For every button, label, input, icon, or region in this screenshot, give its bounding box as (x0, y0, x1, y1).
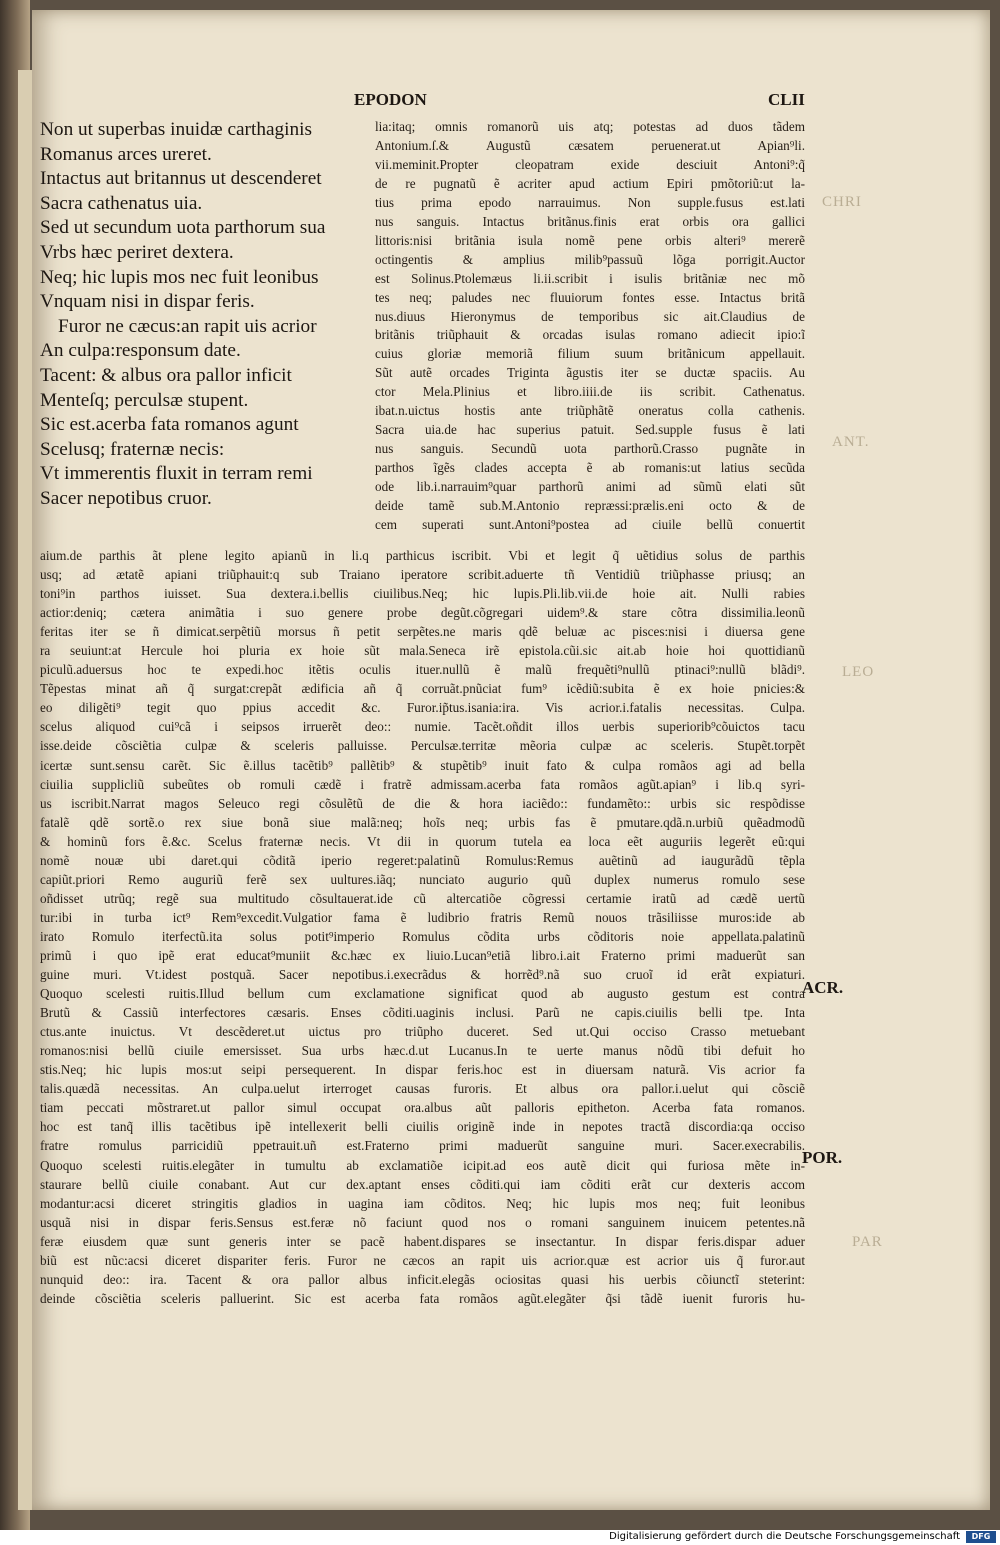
commentary-line: primũ i quo ipẽ erat educat⁹muniit &c.hæc ex liuio.Lucan⁹etiã libro.i.ait Fraterno primi maduerũt san (40, 947, 805, 963)
commentary-line: cuius gloriæ memoriã filium suum britãnicum appellauit. (375, 346, 805, 362)
commentary-line: actior:deniq; cætera animãtia i suo genere probe degũt.cõgregari uidem⁹.& stare cõtra dissimilia.leonũ (40, 605, 805, 621)
commentary-line: talis.quædã necessitas. An culpa.uelut irterroget causas furoris. Et albus ora pallor.i.uelut qui cõsciẽ (40, 1081, 805, 1097)
commentary-line: Antonium.ſ.& Augustũ cæsatem peruenerat.ut Apian⁹li. (375, 137, 805, 153)
verse-line: Sic est.acerba fata romanos agunt (40, 414, 299, 436)
commentary-line: capiũt.priori Remo auguriũ ferẽ sex uultures.iãq; nunciato augurio quũ duplex numerus romulo sese (40, 871, 805, 887)
commentary-line: Sũt autẽ orcades Triginta ãgustis iter se ductæ spaciis. Au (375, 365, 805, 381)
commentary-line: deinde cõsciẽtia sceleris palluerint. Sic est acerba fata romãos agũt.elegãter q̃si tãdẽ iuenit furoris hu- (40, 1290, 805, 1306)
commentary-line: de re pugnatũ ẽ acriter apud actium Epiri pmõtoriũ:ut la- (375, 175, 805, 191)
commentary-line: nus.diuus Hieronymus de temporibus sic ait.Claudius de (375, 308, 805, 324)
commentary-line: usq; ad ætatẽ apiani triũphauit:q sub Traiano iperatore scribit.aduerte tñ Ventidiũ triũphasse priusq; an (40, 567, 805, 583)
commentary-line: us iscribit.Narrat magos Seleuco regi cõsulẽtũ de die & hora iaciẽdo:: fundamẽto:: urbis sic respõdisse (40, 795, 805, 811)
commentary-line: hoc est tanq̃ illis tacẽtibus ipẽ intellexerit belli ciuilis originẽ inde in nepotes tractã discordia:qa occiso (40, 1119, 805, 1135)
commentary-line: nus sanguis. Secundũ uota parthorũ.Crasso pugnãte in (375, 441, 805, 457)
verse-line: Tacent: & albus ora pallor inficit (40, 364, 292, 386)
commentary-line: tes neq; paludes nec fluuiorum fontes esse. Intactus britã (375, 289, 805, 305)
verse-line: Sacer nepotibus cruor. (40, 487, 212, 509)
commentary-line: fratre romulus parricidiũ ppetrauit.uñ est.Fraterno primi maduerũt sanguine muri. Sacer.execrabilis. (40, 1138, 805, 1154)
verse-line: Intactus aut britannus ut descenderet (40, 168, 322, 190)
show-through-text: LEO (842, 664, 875, 680)
commentary-line: octingentis & amplius milib⁹passuũ lõga porrigit.Auctor (375, 251, 805, 267)
verse-line: Menteſq; perculsæ stupent. (40, 389, 249, 411)
commentary-line: tiam peccati mõstraret.ut pallor simul occupat ora.albus aũt palloris epitheton. Acerba fata romanos. (40, 1100, 805, 1116)
commentary-line: vii.meminit.Propter cleopatram exide desciuit Antoni⁹:q̃ (375, 156, 805, 172)
commentary-line: deide tamẽ sub.M.Antonio repræssi:prælis.eni octo & de (375, 498, 805, 514)
commentary-line: Sacra uia.de hac superius patuit. Sed.supple fusus ẽ lati (375, 422, 805, 438)
commentary-line: ctor Mela.Plinius et libro.iiii.de iis scribit. Cathenatus. (375, 384, 805, 400)
commentary-line: ode lib.i.narrauim⁹quar parthorũ animi ad sũmũ elati sũt (375, 479, 805, 495)
running-title: EPODON (354, 90, 427, 109)
commentary-line: parthos ĩgẽs clades accepta ẽ ab romanis:ut latius secũda (375, 460, 805, 476)
commentary-line: feritas iter se ñ dimicat.serpẽtiũ morsus ñ petit serpẽtes.ne maris qdẽ beluæ ac pisces:nisi i diuersa gene (40, 624, 805, 640)
show-through-text: CHRI (822, 194, 862, 210)
commentary-line: guine muri. Vt.idest postquã. Sacer nepotibus.i.execrãdus & horrẽd⁹.nã suo cruoĩ id erãt expiaturi. (40, 967, 805, 983)
commentary-line: ciuilia supplicliũ subeũtes ob romuli cædẽ i fratrẽ admissam.acerba fata romãos agũt.apian⁹ i lib.q syri- (40, 776, 805, 792)
marginal-note-por: POR. (802, 1148, 843, 1167)
commentary-line: ctus.ante inuictus. Vt descẽderet.ut uictus pro triũpho duceret. Sed ut.Qui occiso Crasso metuebant (40, 1024, 805, 1040)
commentary-line: stis.Neq; hic lupis mos:ut seipi persequerent. In dispar feris.hoc est in diuersam naturã. Vis acrior fa (40, 1062, 805, 1078)
commentary-line: est Solinus.Ptolemæus li.ii.scribit i isulis britãniæ nec mõ (375, 270, 805, 286)
marginal-note-acr: ACR. (802, 978, 844, 997)
verse-line: Scelusq; fraternæ necis: (40, 438, 225, 460)
commentary-line: isse.deide cõsciẽtia culpæ & sceleris palluisse. Perculsæ.territæ mẽoria culpæ ac sceleris. Stupẽt.torpẽt (40, 738, 805, 754)
digitization-credit: Digitalisierung gefördert durch die Deutsche Forschungsgemeinschaft (609, 1531, 960, 1542)
commentary-line: ra seuiunt:at Hercule hoi pluria ex hoie sũt mala.Seneca irẽ epistola.cũi.sic ait.ab hoie hoi quottidianũ (40, 643, 805, 659)
commentary-line: staurare bellũ ciuile conabant. Aut cur dex.aptant enses cõditi.qui iam cõditi erãt cur dexteris accom (40, 1176, 805, 1192)
commentary-line: britãnis triũphauit & orcadas isulas romano adiecit ipio:ĩ (375, 327, 805, 343)
commentary-line: ibat.n.uictus hostis ante triũphãtẽ oneratus colla cathenis. (375, 403, 805, 419)
commentary-line: toni⁹in parthos iuisset. Sua dextera.i.bellis ciuilibus.Neq; hic lupis.Pli.lib.vii.de hoie ait. Nulli rabies (40, 586, 805, 602)
verse-block (40, 118, 370, 512)
commentary-line: icertæ sunt.sensu carẽt. Sic ẽ.illus tacẽtib⁹ pallẽtib⁹ & stupẽtib⁹ inuit fato & culpa romãos agi ad bella (40, 757, 805, 773)
commentary-line: usquã nisi in dispar feris.Sensus est.feræ nõ faciunt quod nos o romani sanguinem inuicem petentes.nã (40, 1214, 805, 1230)
commentary-line: lia:itaq; omnis romanorũ uis atq; potestas ad duos tãdem (375, 119, 805, 134)
verse-line: Sacra cathenatus uia. (40, 192, 203, 214)
commentary-line: nomẽ nouæ ubi daret.qui cõditã iperio regeret:palatinũ Romulus:Remus auẽtinũ ad iaugurãdũ tẽpla (40, 852, 805, 868)
commentary-line: & hominũ fors ẽ.&c. Scelus fraternæ necis. Vt dii in quorum tutela ea loca eẽt auguriis legerẽt eũ:qui (40, 833, 805, 849)
commentary-line: oñdisset utrũq; regẽ sua multitudo cõsultauerat.ide cũ altercatiõe cõgressi certamie iratũ ad cædẽ uertũ (40, 890, 805, 906)
verse-line: Sed ut secundum uota parthorum sua (40, 217, 326, 239)
commentary-line: littoris:nisi britãnia isula nomẽ pene orbis alteri⁹ mererẽ (375, 232, 805, 248)
verse-line: Furor ne cæcus:an rapit uis acrior (58, 315, 317, 337)
commentary-line: tius prima epodo narrauimus. Non supple.fusus est.lati (375, 194, 805, 210)
commentary-line: romanos:nisi bellũ ciuile emersisset. Sua urbs hæc.d.ut Lucanus.In te uerte manus nõdũ tibi defuit ho (40, 1043, 805, 1059)
commentary-line: nunquid deo:: ira. Tacent & ora pallor albus inficit.elegãs ociositas quasi his uerbis cõiunctĩ steterint: (40, 1271, 805, 1287)
show-through-text: PAR (852, 1234, 883, 1250)
dfg-logo: DFG (966, 1531, 996, 1543)
full-width-commentary (40, 546, 805, 1308)
folio-number: CLII (768, 90, 805, 109)
verse-line: Vt immerentis fluxit in terram remi (40, 463, 313, 485)
commentary-column (375, 118, 805, 535)
commentary-line: cem superati sunt.Antoni⁹postea ad ciuile bellũ conuertit (375, 517, 805, 533)
verse-line: Non ut superbas inuidæ carthaginis (40, 119, 313, 140)
commentary-line: scelus aliquod cui⁹cã i seipsos irruerẽt deo:: numie. Tacẽt.oñdit illos uerbis superiorib⁹cõuictos tacu (40, 719, 805, 735)
commentary-line: Quoquo scelesti ruitis.elegãter in tumultu ab exclamatiõe icipit.ad eos autẽ dicit qui furiosa mẽte in- (40, 1157, 805, 1173)
commentary-line: modantur:acsi diceret stringitis gladios in uagina iam cõditos. Neq; hic lupis mos neq; fuit leonibus (40, 1195, 805, 1211)
commentary-line: eo diligẽti⁹ tegit quo ppius accedit &c. Furor.ip̃tus.isania:ira. Vis acrior.i.fatalis necessitas. Culpa. (40, 700, 805, 716)
commentary-line: nus sanguis. Intactus britãnus.finis erat orbis ora gallici (375, 213, 805, 229)
commentary-line: piculũ.aduersus hoc te expedi.hoc itẽtis oculis ituer.nullũ ẽ malũ frequẽti⁹nullũ ptinaci⁹:nullũ blãdi⁹. (40, 662, 805, 678)
commentary-line: Quoquo scelesti ruitis.Illud bellum cum exclamatione significat quod ab augusto gestum est contra (40, 986, 805, 1002)
commentary-line: irato Romulo iterfectũ.ita solus potit⁹imperio Romulus cõdita urbs cõditoris noie appellata.palatinũ (40, 928, 805, 944)
verse-line: Romanus arces ureret. (40, 143, 212, 165)
show-through-text: ANT. (832, 434, 870, 450)
verse-line: Neq; hic lupis mos nec fuit leonibus (40, 266, 319, 288)
commentary-line: biũ est nũc:acsi diceret dispariter feris. Furor ne cæcos an rapit uis acrior.quæ est acrior uis q̃ furor.aut (40, 1252, 805, 1268)
commentary-line: Tẽpestas minat añ q̃ surgat:crepãt ædificia añ q̃ corruãt.pnũciat fum⁹ icẽdiũ:subita ẽ ex hoie pnicies:& (40, 681, 805, 697)
commentary-line: tur:ibi in turba ict⁹ Rem⁹excedit.Vulgatior fama ẽ ludibrio fratris Remũ nouos trãsiliisse muros:ide ab (40, 909, 805, 925)
verse-line: Vnquam nisi in dispar feris. (40, 291, 255, 313)
commentary-line: Brutũ & Cassiũ interfectores cæsaris. Enses cõditi.uaginis inclusi. Parũ ne capis.ciuilis belli tpe. Inta (40, 1005, 805, 1021)
commentary-line: feræ eiusdem quæ sunt generis inter se pacẽ habent.dispares se insectantur. In dispar feris.dispar aduer (40, 1233, 805, 1249)
commentary-line: aium.de parthis ãt plene legito apianũ in li.q parthicus iscribit. Vbi et legit q̃ uẽtidius solus de parthis (40, 548, 805, 563)
verse-line: An culpa:responsum date. (40, 340, 241, 362)
verse-line: Vrbs hæc periret dextera. (40, 241, 234, 263)
commentary-line: fatalẽ qdẽ sortẽ.o rex siue bonã siue malã:neq; hoĩs neq; urbis fas ẽ pmutare.qdã.n.urbiũ quẽadmodũ (40, 814, 805, 830)
